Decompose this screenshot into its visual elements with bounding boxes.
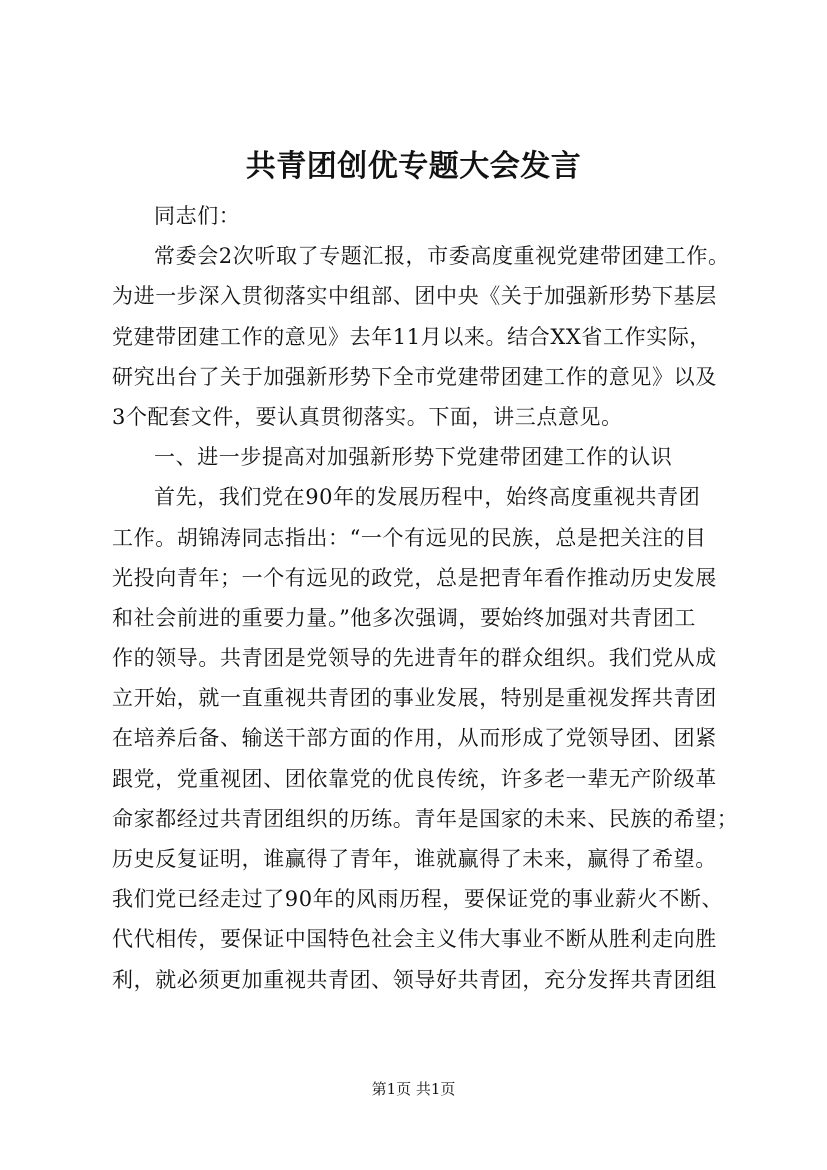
paragraph-line: 3个配套文件，要认真贯彻落实。下面，讲三点意见。 (112, 404, 623, 429)
paragraph-line: 工作。胡锦涛同志指出：“一个有远见的民族，总是把关注的目 (112, 525, 707, 550)
paragraph-line: 作的领导。共青团是党领导的先进青年的群众组织。我们党从成 (112, 646, 717, 671)
paragraph-line: 党建带团建工作的意见》去年11月以来。结合XX省工作实际， (112, 324, 712, 349)
paragraph-line: 命家都经过共青团组织的历练。青年是国家的未来、民族的希望； (112, 806, 739, 831)
paragraph-line: 利，就必须更加重视共青团、领导好共青团，充分发挥共青团组 (112, 967, 717, 992)
paragraph-line: 为进一步深入贯彻落实中组部、团中央《关于加强新形势下基层 (112, 284, 717, 309)
paragraph-line: 代代相传，要保证中国特色社会主义伟大事业不断从胜利走向胜 (112, 927, 717, 952)
page-number-footer: 第1页 共1页 (371, 1080, 456, 1098)
paragraph-line: 光投向青年；一个有远见的政党，总是把青年看作推动历史发展 (112, 565, 717, 590)
document-body (112, 196, 740, 1000)
salutation: 同志们： (154, 204, 241, 228)
paragraph-line: 跟党，党重视团、团依靠党的优良传统，许多老一辈无产阶级革 (112, 766, 717, 791)
paragraph-line: 研究出台了关于加强新形势下全市党建带团建工作的意见》以及 (112, 364, 717, 389)
document-title: 共青团创优专题大会发言 (245, 149, 582, 184)
paragraph-line: 常委会2次听取了专题汇报，市委高度重视党建带团建工作。 (154, 244, 730, 269)
paragraph-line: 在培养后备、输送干部方面的作用，从而形成了党领导团、团紧 (112, 726, 717, 751)
section-heading: 一、进一步提高对加强新形势下党建带团建工作的认识 (154, 445, 673, 470)
paragraph-line: 首先，我们党在90年的发展历程中，始终高度重视共青团 (154, 485, 701, 510)
paragraph-line: 历史反复证明，谁赢得了青年，谁就赢得了未来，赢得了希望。 (112, 847, 717, 871)
paragraph-line: 我们党已经走过了90年的风雨历程，要保证党的事业薪火不断、 (112, 887, 724, 912)
paragraph-line: 立开始，就一直重视共青团的事业发展，特别是重视发挥共青团 (112, 686, 717, 711)
paragraph-line: 和社会前进的重要力量。”他多次强调，要始终加强对共青团工 (112, 605, 697, 630)
